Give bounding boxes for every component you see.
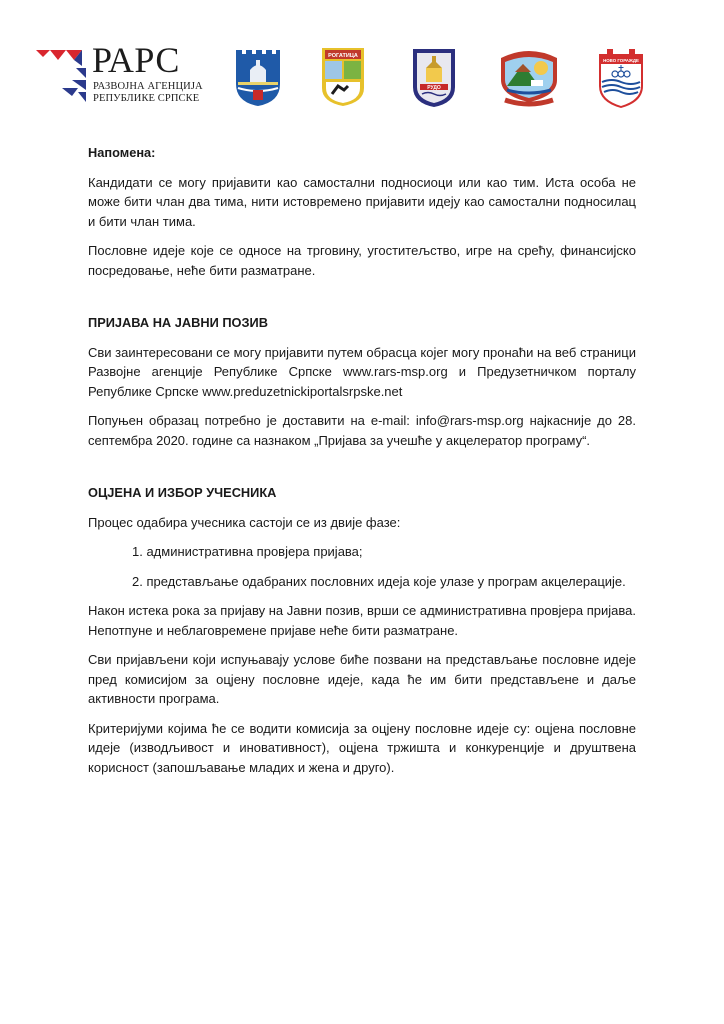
rudo-crest-text: РУДО — [427, 85, 441, 91]
rars-logo — [36, 40, 203, 104]
note-heading: Напомена: — [88, 145, 156, 160]
note-paragraph-1: Кандидати се могу пријавити као самостални подносиоци или као тим. Иста особа не може бити члан два тима, нити истовремено пријавити идеју као самостални подносилац и бити члан тима. — [88, 174, 636, 229]
rogatica-crest-icon — [320, 46, 366, 108]
selection-step-1: 1. административна провјера пријава; — [132, 544, 363, 559]
page-header — [0, 40, 724, 115]
novo-gorazde-crest-text: НОВО ГОРАЖДЕ — [603, 58, 639, 63]
selection-paragraph-3: Критеријуми којима ће се водити комисија за оцјену пословне идеје су: оцјена пословне идеје (изводљивост и иновативност), оцјена тржишта и конкуренције и друштвена корисност (запошљавање младих и жена и друго). — [88, 720, 636, 775]
rars-logo-icon — [36, 44, 88, 102]
application-heading: ПРИЈАВА НА ЈАВНИ ПОЗИВ — [88, 315, 268, 330]
selection-heading: ОЦЈЕНА И ИЗБОР УЧЕСНИКА — [88, 485, 277, 500]
note-paragraph-2: Пословне идеје које се односе на трговину, угоститељство, игре на срећу, финансијско посредовање, неће бити разматране. — [88, 243, 636, 278]
rogatica-crest-text: РОГАТИЦА — [328, 53, 358, 59]
selection-step-2: 2. представљање одабраних пословних идеја које улазе у програм акцелерације. — [132, 573, 626, 589]
selection-intro: Процес одабира учесника састоји се из двије фазе: — [88, 514, 401, 530]
municipality-crest-icon-4 — [497, 46, 561, 108]
municipality-crest-icon-1 — [232, 46, 284, 108]
application-paragraph-2: Попуњен образац потребно је доставити на e-mail: info@rars-msp.org најкасније до 28. септембра 2020. године са назнаком „Пријава за учешће у акцелератор програму“. — [88, 413, 636, 448]
rars-logo-subtitle-2: РЕПУБЛИКЕ СРПСКЕ — [93, 93, 200, 104]
selection-paragraph-1: Након истека рока за пријаву на Јавни позив, врши се административна провјера пријава. Непотпуне и неблаговремене пријаве неће бити разматране. — [88, 603, 636, 638]
rars-logo-subtitle-1: РАЗВОЈНА АГЕНЦИЈА — [93, 81, 203, 92]
novo-gorazde-crest-icon — [596, 46, 646, 110]
application-paragraph-1: Сви заинтересовани се могу пријавити путем обрасца којег могу пронаћи на веб страници Развојне агенције Републике Српске www.rars-msp.org и Предузетничком порталу Републике Српске www.preduzetnickiportalsrpske.net — [88, 344, 636, 399]
rudo-crest-icon — [410, 46, 458, 110]
selection-paragraph-2: Сви пријављени који испуњавају услове биће позвани на представљање пословне идеје пред комисијом за оцјену пословне идеје, када ће им бити представљене и даље активности програма. — [88, 652, 636, 706]
document-body — [88, 143, 636, 777]
rars-logo-title: РАРС — [92, 40, 180, 80]
